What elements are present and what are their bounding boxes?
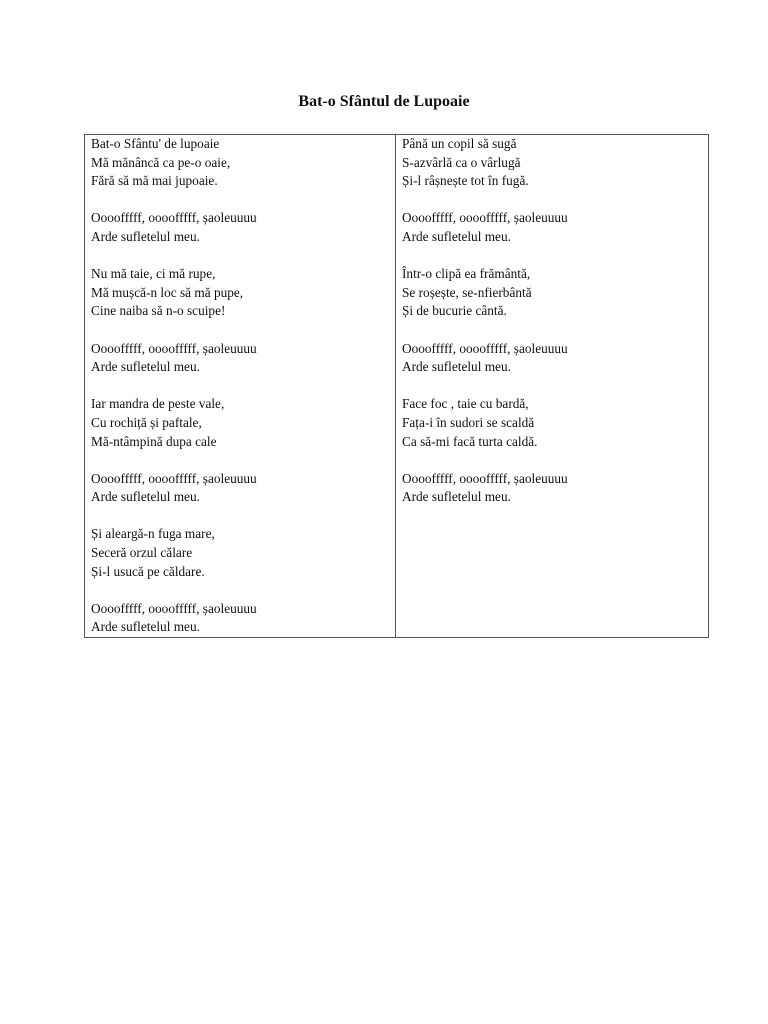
stanza bbox=[91, 209, 391, 246]
lyrics-column-right bbox=[396, 135, 709, 638]
lyric-line: Fața-i în sudori se scaldă bbox=[402, 414, 535, 430]
stanza bbox=[91, 340, 391, 377]
lyric-line: Arde sufletelul meu. bbox=[91, 489, 200, 505]
stanza bbox=[402, 265, 704, 321]
stanza bbox=[402, 209, 704, 246]
lyrics-column-left bbox=[85, 135, 396, 638]
lyric-line: Face foc , taie cu bardă, bbox=[402, 396, 529, 412]
lyric-line: Bat-o Sfântu' de lupoaie bbox=[91, 136, 220, 151]
lyric-line: Și aleargă-n fuga mare, bbox=[91, 526, 215, 542]
lyric-line: S-azvârlă ca o vârlugă bbox=[402, 154, 521, 170]
lyric-line: Oooofffff, oooofffff, șaoleuuuu bbox=[402, 210, 568, 226]
lyric-line: Arde sufletelul meu. bbox=[402, 228, 511, 244]
lyric-line: Până un copil să sugă bbox=[402, 136, 517, 151]
lyric-line: Într-o clipă ea frământă, bbox=[402, 266, 531, 282]
lyric-line: Iar mandra de peste vale, bbox=[91, 396, 225, 412]
lyric-line: Mă-ntâmpină dupa cale bbox=[91, 433, 217, 449]
lyric-line: Oooofffff, oooofffff, șaoleuuuu bbox=[91, 470, 257, 486]
lyric-line: Arde sufletelul meu. bbox=[91, 619, 200, 635]
lyric-line: Fără să mă mai jupoaie. bbox=[91, 173, 218, 189]
stanza bbox=[91, 525, 391, 581]
lyric-line: Oooofffff, oooofffff, șaoleuuuu bbox=[91, 600, 257, 616]
stanza bbox=[91, 135, 391, 191]
lyric-line: Oooofffff, oooofffff, șaoleuuuu bbox=[402, 470, 568, 486]
lyric-line: Arde sufletelul meu. bbox=[91, 228, 200, 244]
lyric-line: Cu rochiță și paftale, bbox=[91, 414, 202, 430]
stanza bbox=[91, 600, 391, 637]
lyric-line: Oooofffff, oooofffff, șaoleuuuu bbox=[91, 340, 257, 356]
stanza bbox=[91, 265, 391, 321]
lyric-line: Și-l usucă pe căldare. bbox=[91, 563, 205, 579]
document-title: Bat-o Sfântul de Lupoaie bbox=[298, 93, 470, 110]
lyrics-row bbox=[85, 135, 709, 638]
stanza bbox=[402, 340, 704, 377]
lyrics-table bbox=[84, 134, 709, 638]
stanza bbox=[402, 470, 704, 507]
lyric-line: Și-l râșnește tot în fugă. bbox=[402, 173, 529, 189]
lyric-line: Arde sufletelul meu. bbox=[91, 359, 200, 375]
stanza bbox=[91, 470, 391, 507]
stanza bbox=[402, 395, 704, 451]
stanza bbox=[91, 395, 391, 451]
lyric-line: Nu mă taie, ci mă rupe, bbox=[91, 266, 216, 282]
lyric-line: Se roșește, se-nfierbântă bbox=[402, 284, 532, 300]
lyric-line: Cine naiba să n-o scuipe! bbox=[91, 303, 226, 319]
lyric-line: Oooofffff, oooofffff, șaoleuuuu bbox=[91, 210, 257, 226]
lyric-line: Arde sufletelul meu. bbox=[402, 359, 511, 375]
lyric-line: Seceră orzul călare bbox=[91, 545, 193, 561]
lyric-line: Oooofffff, oooofffff, șaoleuuuu bbox=[402, 340, 568, 356]
lyric-line: Și de bucurie cântă. bbox=[402, 303, 507, 319]
lyric-line: Arde sufletelul meu. bbox=[402, 489, 511, 505]
lyric-line: Mă mușcă-n loc să mă pupe, bbox=[91, 284, 244, 300]
lyric-line: Ca să-mi facă turta caldă. bbox=[402, 433, 538, 449]
lyric-line: Mă mănâncă ca pe-o oaie, bbox=[91, 154, 231, 170]
stanza bbox=[402, 135, 704, 191]
